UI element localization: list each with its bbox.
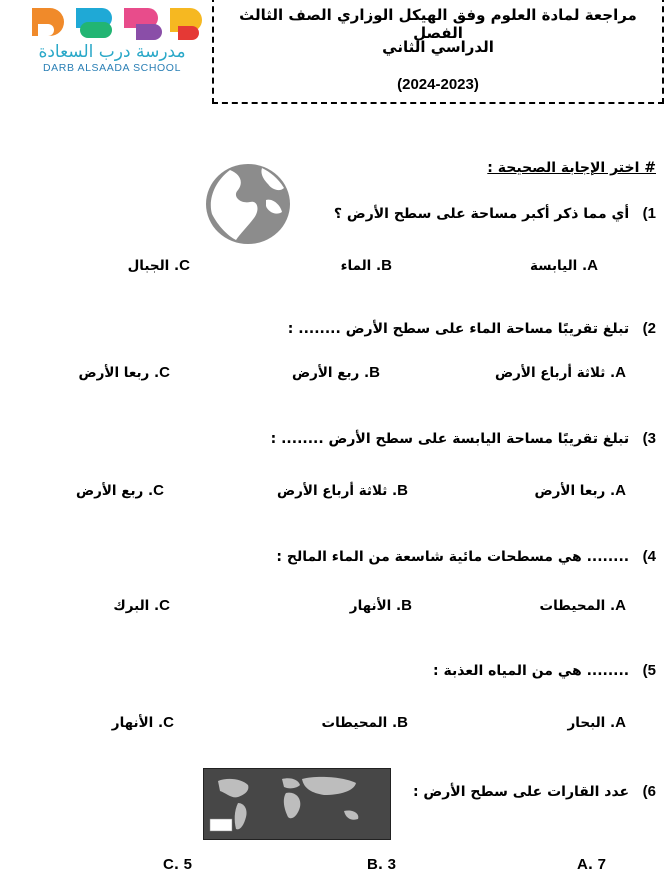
question-number: 4) [642,548,656,565]
world-map-icon [204,769,390,839]
q5-option-b: B. المحيطات [321,714,408,731]
q3-option-c: C. ربع الأرض [75,482,164,499]
question-5 [433,662,656,679]
question-6 [413,783,656,800]
question-3 [271,430,656,447]
title-box [212,0,664,104]
q6-option-b: B. 3 [366,856,396,873]
q2-option-b: B. ربع الأرض [291,364,380,381]
question-text: تبلغ تقريبًا مساحة الماء على سطح الأرض ........ : [287,321,630,337]
question-number: 1) [642,205,656,222]
q5-option-c: C. الأنهار [111,714,174,731]
school-logo [14,4,210,76]
logo-school-name-ar: مدرسة درب السعادة [38,42,186,62]
q3-option-a: A. ربعا الأرض [534,482,626,499]
q3-option-b: B. ثلاثة أرباع الأرض [276,482,408,499]
globe-icon [200,160,296,246]
q4-option-c: C. البرك [113,597,170,614]
question-text: أي مما ذكر أكبر مساحة على سطح الأرض ؟ [333,206,630,222]
question-text: ........ هي من المياه العذبة : [433,663,630,679]
world-map-image [203,768,391,840]
section-title: # اختر الإجابة الصحيحة : [487,160,656,176]
question-number: 6) [642,783,656,800]
question-text: عدد القارات على سطح الأرض : [412,784,630,800]
q5-option-a: A. البحار [567,714,626,731]
logo-shapes-icon [18,4,208,44]
question-2 [288,320,656,337]
q6-option-a: A. 7 [576,856,606,873]
q2-option-a: A. ثلاثة أرباع الأرض [494,364,626,381]
q2-option-c: C. ربعا الأرض [78,364,170,381]
q6-option-c: C. 5 [162,856,192,873]
logo-school-name-en: DARB ALSAADA SCHOOL [42,62,182,74]
q1-option-c: C. الجبال [127,257,190,274]
q1-option-b: B. الماء [340,257,392,274]
question-text: ........ هي مسطحات مائية شاسعة من الماء المالح : [276,549,630,565]
q4-option-b: B. الأنهار [349,597,412,614]
question-number: 5) [642,662,656,679]
q1-option-a: A. اليابسة [530,257,598,274]
q4-option-a: A. المحيطات [539,597,626,614]
question-1 [334,205,656,222]
title-line-2: الدراسي الثاني [382,38,494,56]
title-line-3: (2024-2023) [397,76,479,93]
question-4 [276,548,656,565]
question-text: تبلغ تقريبًا مساحة اليابسة على سطح الأرض ........ : [270,431,630,447]
question-number: 3) [642,430,656,447]
title-line-1: مراجعة لمادة العلوم وفق الهيكل الوزاري الصف الثالث الفصل [239,6,637,42]
question-number: 2) [642,320,656,337]
